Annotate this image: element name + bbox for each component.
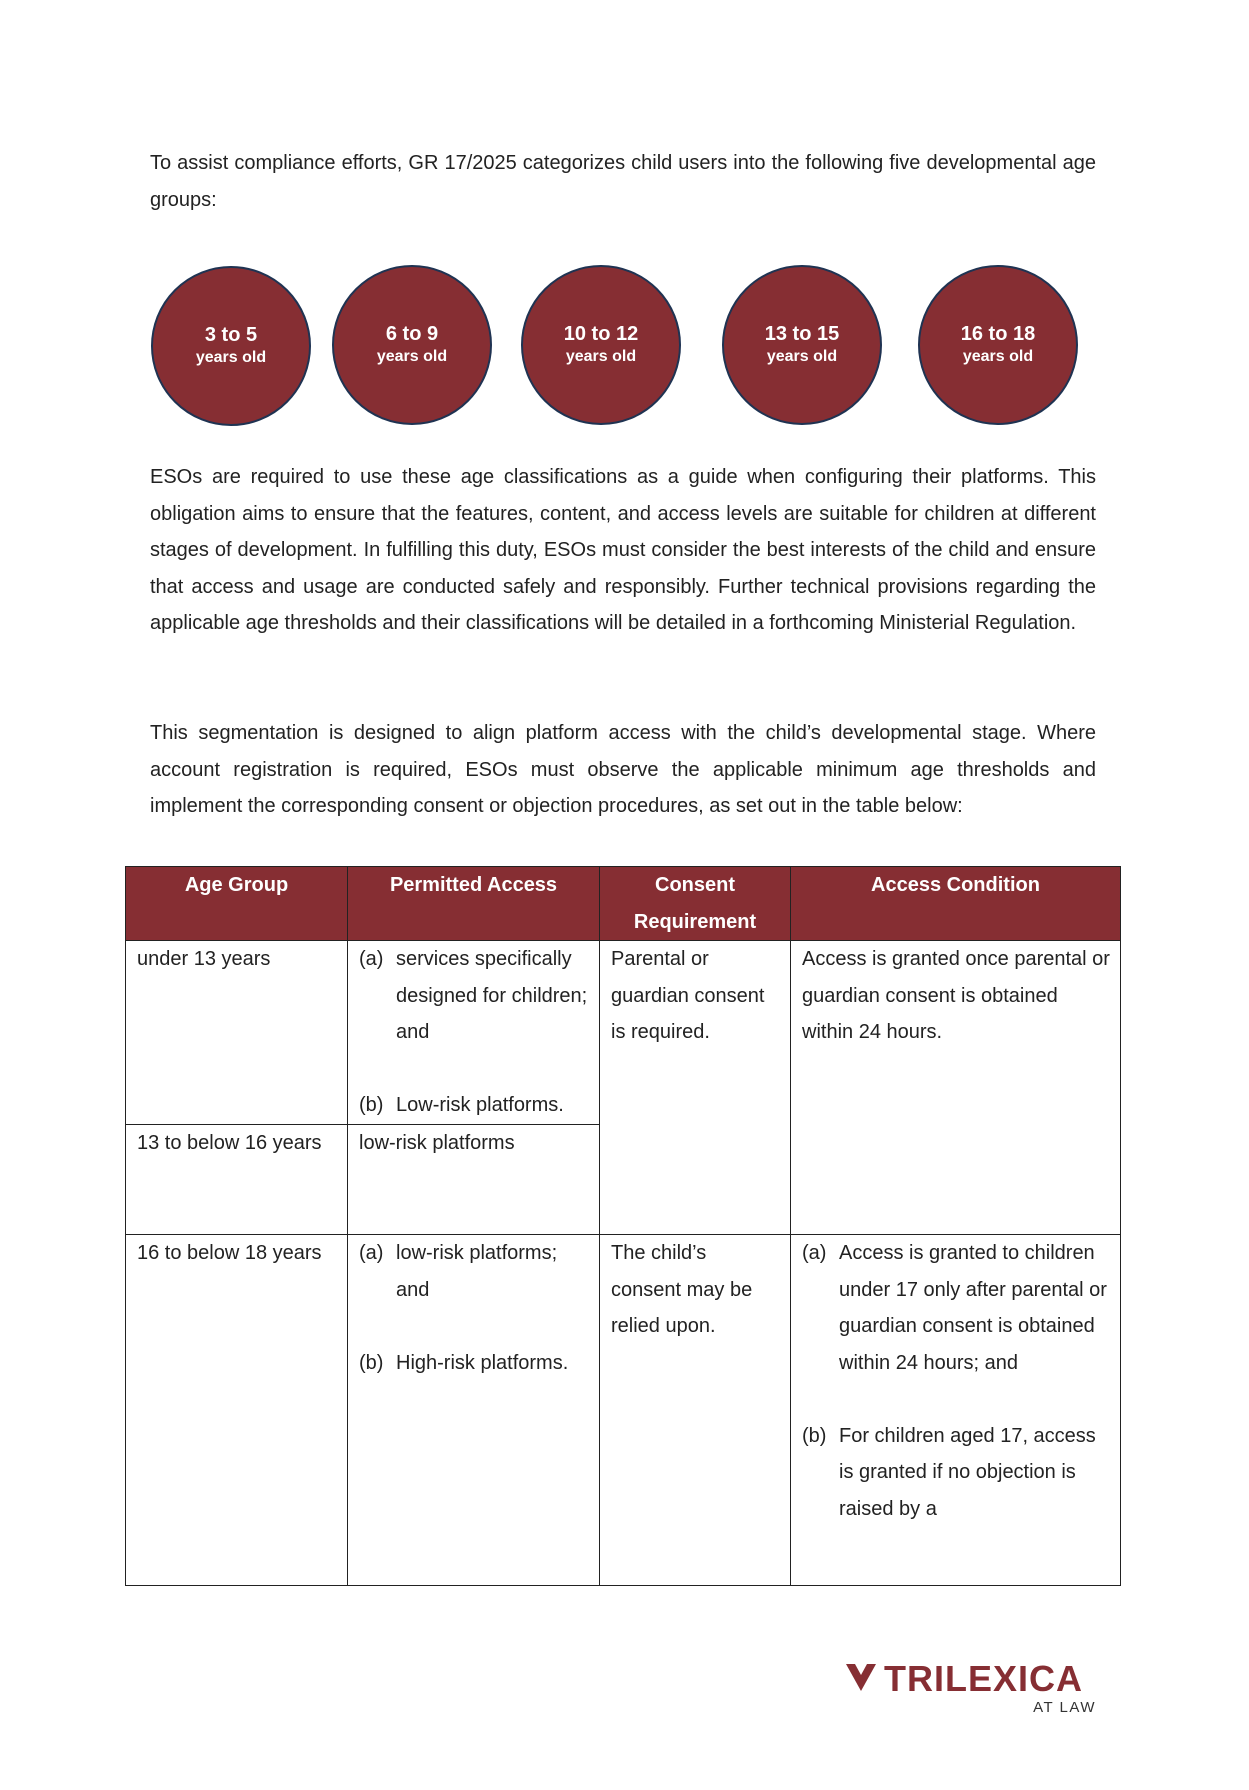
age-group-circle-2	[332, 265, 492, 425]
age-cell: 16 to below 18 years	[126, 1235, 348, 1586]
permitted-access-cell	[348, 941, 600, 1125]
consent-cell: Parental or guardian consent is required.	[600, 941, 791, 1235]
logo-mark-icon	[846, 1664, 876, 1692]
body-paragraph-1: ESOs are required to use these age classifications as a guide when configuring their platforms. This obligation aims to ensure that the features, content, and access levels are suitable for children at different stages of development. In fulfilling this duty, ESOs must consider the best interests of the child and ensure that access and usage are conducted safely and responsibly. Further technical provisions regarding the applicable age thresholds and their classifications will be detailed in a forthcoming Ministerial Regulation.	[150, 466, 1096, 634]
header-age-group: Age Group	[126, 867, 348, 941]
age-group-circle-4	[722, 265, 882, 425]
age-cell: under 13 years	[126, 941, 348, 1125]
table-header-row	[126, 867, 1121, 941]
logo-wordmark: TRILEXICA	[884, 1658, 1084, 1699]
list-text: Access is granted to children under 17 only after parental or guardian consent is obtained within 24 hours; and	[839, 1242, 1107, 1374]
age-unit: years old	[766, 348, 838, 365]
list-marker: (b)	[359, 1094, 384, 1116]
list-item	[359, 941, 589, 1051]
header-access-condition: Access Condition	[791, 867, 1121, 941]
age-range: 13 to 15	[764, 323, 840, 345]
age-group-circle-3	[521, 265, 681, 425]
list-text: services specifically designed for children; and	[396, 948, 588, 1043]
list-text: low-risk platforms; and	[396, 1242, 558, 1301]
list-marker: (a)	[802, 1242, 827, 1264]
condition-cell	[791, 1235, 1121, 1586]
age-range: 10 to 12	[563, 323, 639, 345]
age-group-circle-5	[918, 265, 1078, 425]
list-item	[359, 1345, 589, 1382]
permitted-access-cell	[348, 1235, 600, 1586]
age-range: 16 to 18	[960, 323, 1036, 345]
age-unit: years old	[195, 349, 267, 366]
list-text: Low-risk platforms.	[396, 1094, 564, 1116]
list-marker: (a)	[359, 1242, 384, 1264]
list-item	[802, 1235, 1110, 1381]
list-item	[359, 1235, 589, 1308]
permitted-access-cell: low-risk platforms	[348, 1125, 600, 1235]
header-consent-requirement: Consent Requirement	[600, 867, 791, 941]
list-text: High-risk platforms.	[396, 1351, 569, 1374]
trilexica-logo	[846, 1658, 1098, 1719]
age-cell: 13 to below 16 years	[126, 1125, 348, 1235]
age-access-table	[125, 866, 1121, 1586]
table-row	[126, 1235, 1121, 1586]
table-row	[126, 941, 1121, 1125]
consent-cell: The child’s consent may be relied upon.	[600, 1235, 791, 1586]
age-unit: years old	[376, 348, 448, 365]
list-item	[802, 1418, 1110, 1528]
list-marker: (b)	[359, 1351, 384, 1374]
logo-tagline: AT LAW	[1033, 1699, 1096, 1716]
condition-cell: Access is granted once parental or guardian consent is obtained within 24 hours.	[791, 941, 1121, 1235]
body-paragraph-2: This segmentation is designed to align platform access with the child’s developmental stage. Where account registration is required, ESOs must observe the applicable minimum age thresholds and implement the corresponding consent or objection procedures, as set out in the table below:	[150, 722, 1096, 817]
age-unit: years old	[962, 348, 1034, 365]
list-text: For children aged 17, access is granted if no objection is raised by a	[839, 1424, 1096, 1520]
age-group-circle-1	[151, 266, 311, 426]
age-unit: years old	[565, 348, 637, 365]
list-marker: (a)	[359, 948, 384, 970]
list-item	[359, 1087, 589, 1124]
age-range: 6 to 9	[385, 323, 439, 345]
list-marker: (b)	[802, 1424, 827, 1447]
intro-paragraph: To assist compliance efforts, GR 17/2025 categorizes child users into the following five developmental age groups:	[150, 152, 1096, 211]
age-range: 3 to 5	[204, 324, 258, 346]
header-permitted-access: Permitted Access	[348, 867, 600, 941]
